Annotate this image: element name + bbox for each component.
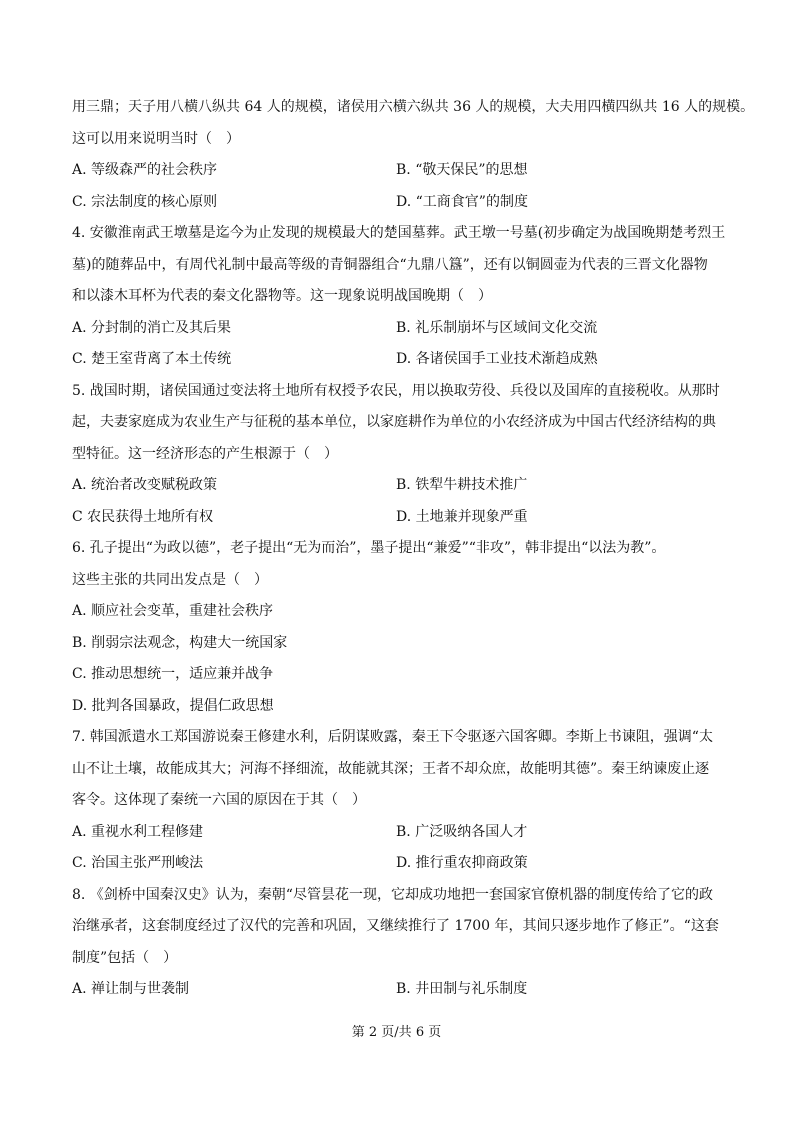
option-row <box>72 502 732 534</box>
exam-page <box>72 92 755 1006</box>
option-row <box>72 313 732 345</box>
stem-line: 5. 战国时期，诸侯国通过变法将土地所有权授予农民，用以换取劳役、兵役以及国库的直接税收。从那时 <box>72 382 720 399</box>
option-a: A. 重视水利工程修建 <box>72 823 204 840</box>
option-d: D. “工商食官”的制度 <box>396 193 528 210</box>
option-row <box>72 974 732 1006</box>
question-6-stem <box>72 533 732 596</box>
stem-line: 墓)的随葬品中，有周代礼制中最高等级的青铜器组合“九鼎八簋”，还有以铜圆壶为代表的三晋文化器物 <box>72 256 708 273</box>
stem-line: 6. 孔子提出“为政以德”，老子提出“无为而治”，墨子提出“兼爱”“非攻”，韩非提出“以法为教”。 <box>72 540 666 556</box>
option-row <box>72 155 732 187</box>
stem-line: 4. 安徽淮南武王墩墓是迄今为止发现的规模最大的楚国墓葬。武王墩一号墓(初步确定为战国晚期楚考烈王 <box>72 225 726 241</box>
option-a: A. 顺应社会变革，重建社会秩序 <box>72 603 274 619</box>
option-row <box>72 848 732 880</box>
question-4-stem <box>72 218 732 313</box>
option-row <box>72 344 732 376</box>
stem-line: 8. 《剑桥中国秦汉史》认为，秦朝“尽管昙花一现，它却成功地把一套国家官僚机器的制度传给了它的政 <box>72 886 713 903</box>
option-c: C. 宗法制度的核心原则 <box>72 193 218 210</box>
stem-line: 制度”包括（ ） <box>72 949 178 966</box>
page-number: 第 2 页/共 6 页 <box>351 1025 442 1040</box>
option-d: D. 推行重农抑商政策 <box>396 855 528 871</box>
option-b: B. 广泛吸纳各国人才 <box>396 823 528 840</box>
stem-line: 这可以用来说明当时（ ） <box>72 130 240 147</box>
option-b: B. 礼乐制崩坏与区域间文化交流 <box>396 319 598 336</box>
stem-line: 7. 韩国派遣水工郑国游说秦王修建水利，后阴谋败露，秦王下令驱逐六国客卿。李斯上书谏阻，强调“太 <box>72 729 713 745</box>
option-b: B. “敬天保民”的思想 <box>396 162 528 178</box>
option-row <box>72 470 732 502</box>
option-d: D. 土地兼并现象严重 <box>396 508 528 525</box>
question-8-stem <box>72 880 732 975</box>
stem-line: 山不让土壤，故能成其大；河海不择细流，故能就其深；王者不却众庶，故能明其德”。秦王纳谏废止逐 <box>72 760 710 777</box>
option-row <box>72 817 732 849</box>
option-b: B. 削弱宗法观念，构建大一统国家 <box>72 634 288 651</box>
option-a: A. 分封制的消亡及其后果 <box>72 319 232 336</box>
option-c: C. 楚王室背离了本土传统 <box>72 351 232 367</box>
option-a: A. 等级森严的社会秩序 <box>72 162 218 178</box>
option-row <box>72 187 732 219</box>
stem-line: 这些主张的共同出发点是（ ） <box>72 571 268 588</box>
stem-line: 客令。这体现了秦统一六国的原因在于其（ ） <box>72 792 366 808</box>
option-a: A. 禅让制与世袭制 <box>72 981 190 997</box>
option-d: D. 批判各国暴政，提倡仁政思想 <box>72 697 274 714</box>
option-a: A. 统治者改变赋税政策 <box>72 477 218 493</box>
stem-line: 用三鼎；天子用八横八纵共 64 人的规模，诸侯用六横六纵共 36 人的规模，大夫用四横四纵共 16 人的规模。 <box>72 99 755 115</box>
option-c: C. 推动思想统一，适应兼并战争 <box>72 666 274 682</box>
option-d: D. 各诸侯国手工业技术渐趋成熟 <box>396 351 598 367</box>
question-3-stem-continued <box>72 92 755 155</box>
stem-line: 型特征。这一经济形态的产生根源于（ ） <box>72 445 338 462</box>
stem-line: 起，夫妻家庭成为农业生产与征税的基本单位，以家庭耕作为单位的小农经济成为中国古代经济结构的典 <box>72 414 716 430</box>
option-b: B. 井田制与礼乐制度 <box>396 981 528 997</box>
question-5-stem <box>72 376 732 471</box>
stem-line: 和以漆木耳杯为代表的秦文化器物等。这一现象说明战国晚期（ ） <box>72 288 492 304</box>
question-7-stem <box>72 722 732 817</box>
option-c: C 农民获得土地所有权 <box>72 508 214 525</box>
stem-line: 治继承者，这套制度经过了汉代的完善和巩固，又继续推行了 1700 年，其间只逐步地作了修正”。“这套 <box>72 918 719 934</box>
option-c: C. 治国主张严刑峻法 <box>72 855 204 871</box>
option-b: B. 铁犁牛耕技术推广 <box>396 477 528 493</box>
